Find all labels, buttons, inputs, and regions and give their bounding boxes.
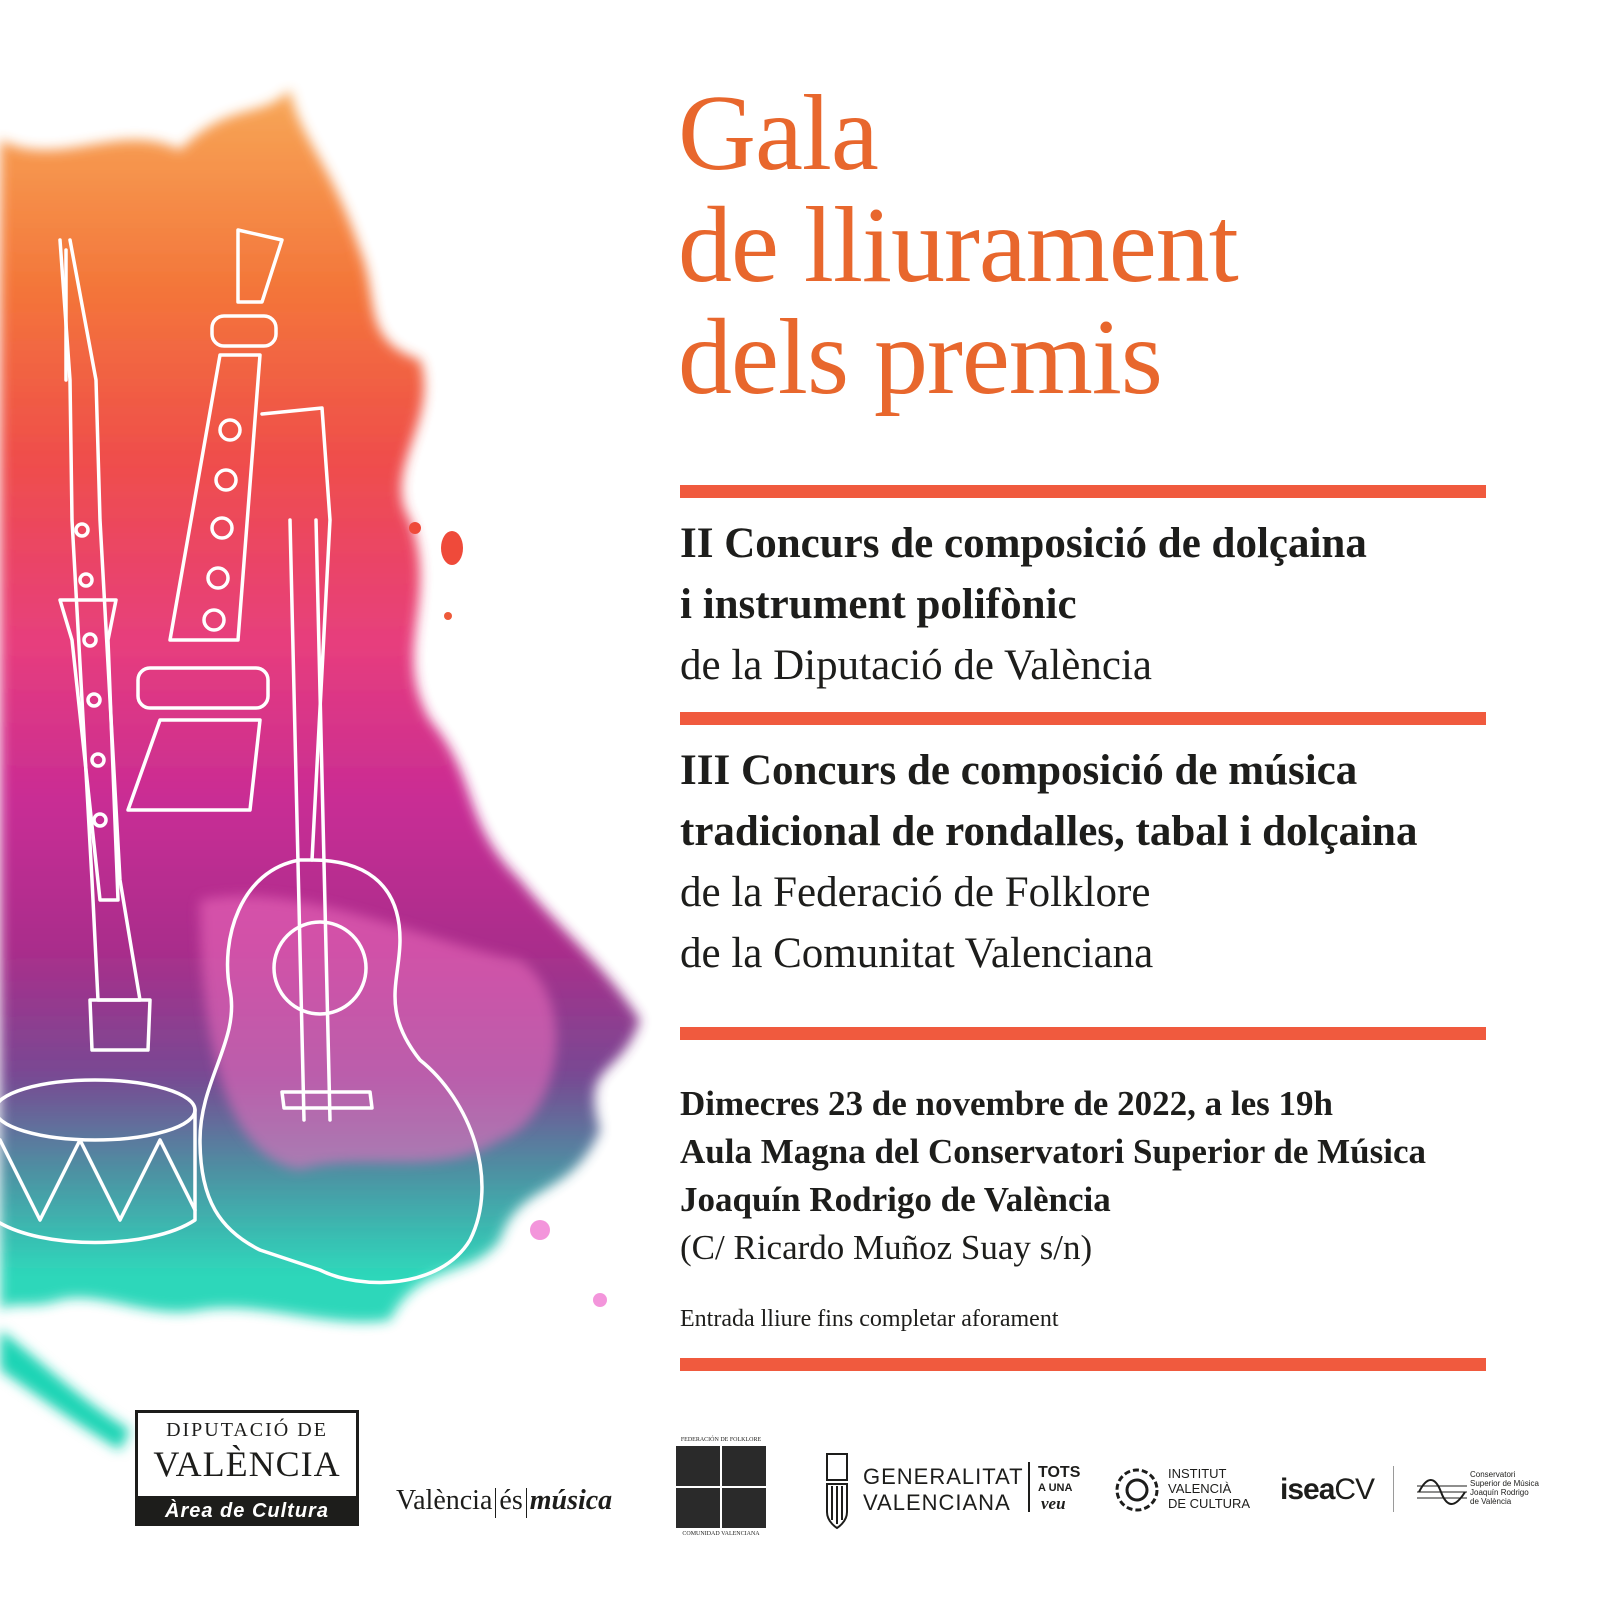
vem-separator bbox=[526, 1488, 527, 1518]
title-line-1: Gala bbox=[678, 74, 878, 193]
generalitat-shield-icon bbox=[823, 1450, 851, 1530]
contest-2-organizer-line-1: de la Federació de Folklore bbox=[680, 869, 1151, 916]
event-venue-line-2: Joaquín Rodrigo de València bbox=[680, 1180, 1111, 1219]
contest-2-title-line-1: III Concurs de composició de música bbox=[680, 747, 1358, 794]
tots-a-una-veu-line-2: A UNA bbox=[1038, 1482, 1073, 1494]
ivc-text bbox=[1168, 1466, 1250, 1511]
contest-2-organizer-line-2: de la Comunitat Valenciana bbox=[680, 930, 1154, 977]
federacion-logo-cell bbox=[676, 1446, 720, 1486]
ivc-emblem-icon bbox=[1112, 1462, 1162, 1518]
watercolor-instruments-illustration bbox=[0, 0, 700, 1600]
federacion-logo-grid bbox=[676, 1446, 766, 1528]
contest-2 bbox=[680, 740, 1417, 984]
conservatori-line-1: Conservatori bbox=[1470, 1470, 1516, 1479]
logo-separator bbox=[1393, 1466, 1394, 1512]
federacion-logo-cell bbox=[676, 1488, 720, 1528]
conservatori-line-2: Superior de Música bbox=[1470, 1479, 1539, 1488]
diputacio-valencia-logo bbox=[135, 1410, 359, 1526]
contest-1-title-line-2: i instrument polifònic bbox=[680, 581, 1077, 628]
isea-light: CV bbox=[1334, 1473, 1375, 1506]
contest-1 bbox=[680, 513, 1367, 696]
title-line-3: dels premis bbox=[678, 298, 1162, 417]
tots-a-una-veu-line-3: veu bbox=[1041, 1494, 1066, 1513]
contest-2-title-line-2: tradicional de rondalles, tabal i dolçaina bbox=[680, 808, 1418, 855]
entry-note: Entrada lliure fins completar aforament bbox=[680, 1306, 1059, 1332]
vem-part-1: València bbox=[396, 1485, 493, 1516]
generalitat-line-2: VALENCIANA bbox=[863, 1490, 1011, 1515]
diputacio-logo-line-3: Àrea de Cultura bbox=[135, 1496, 359, 1526]
event-title bbox=[678, 74, 1238, 417]
isea-bold: isea bbox=[1280, 1473, 1335, 1506]
generalitat-line-1: GENERALITAT bbox=[863, 1464, 1024, 1489]
institut-valencia-cultura-logo bbox=[1112, 1460, 1251, 1520]
vem-part-3: música bbox=[529, 1485, 613, 1516]
ivc-line-2: VALENCIÀ bbox=[1168, 1481, 1232, 1496]
diputacio-logo-line-1: DIPUTACIÓ DE bbox=[166, 1419, 328, 1441]
event-venue-line-1: Aula Magna del Conservatori Superior de Música bbox=[680, 1132, 1427, 1171]
tots-a-una-veu-line-1: TOTS bbox=[1038, 1464, 1081, 1481]
conservatori-wave-icon bbox=[1415, 1472, 1469, 1512]
vem-separator bbox=[495, 1488, 496, 1518]
federacion-logo-cell bbox=[722, 1446, 766, 1486]
generalitat-valenciana-logo bbox=[823, 1450, 1083, 1530]
valencia-es-musica-logo bbox=[396, 1485, 612, 1518]
generalitat-separator bbox=[1028, 1462, 1030, 1512]
event-address: (C/ Ricardo Muñoz Suay s/n) bbox=[680, 1228, 1093, 1267]
divider-rule-4 bbox=[680, 1358, 1486, 1371]
federacion-logo-top: FEDERACIÓN DE FOLKLORE bbox=[680, 1437, 762, 1443]
federacion-logo-cell bbox=[722, 1488, 766, 1528]
iseacv-logo bbox=[1280, 1473, 1374, 1507]
conservatori-superior-logo bbox=[1415, 1470, 1565, 1514]
contest-1-organizer: de la Diputació de València bbox=[680, 642, 1153, 689]
divider-rule-3 bbox=[680, 1027, 1486, 1040]
event-details bbox=[680, 1080, 1426, 1272]
divider-rule-2 bbox=[680, 712, 1486, 725]
ivc-line-1: INSTITUT bbox=[1168, 1466, 1227, 1481]
conservatori-text bbox=[1470, 1470, 1539, 1506]
title-line-2: de lliurament bbox=[678, 186, 1238, 305]
diputacio-logo-line-2: VALÈNCIA bbox=[153, 1444, 341, 1484]
federacion-folklore-logo bbox=[675, 1437, 767, 1537]
conservatori-line-3: Joaquín Rodrigo bbox=[1470, 1488, 1529, 1497]
ivc-line-3: DE CULTURA bbox=[1168, 1496, 1251, 1511]
vem-part-2: és bbox=[499, 1485, 523, 1516]
contest-1-title-line-1: II Concurs de composició de dolçaina bbox=[680, 520, 1367, 567]
federacion-logo-bottom: COMUNIDAD VALENCIANA bbox=[682, 1531, 760, 1537]
conservatori-line-4: de València bbox=[1470, 1497, 1512, 1506]
divider-rule-1 bbox=[680, 485, 1486, 498]
event-date: Dimecres 23 de novembre de 2022, a les 19h bbox=[680, 1084, 1333, 1123]
